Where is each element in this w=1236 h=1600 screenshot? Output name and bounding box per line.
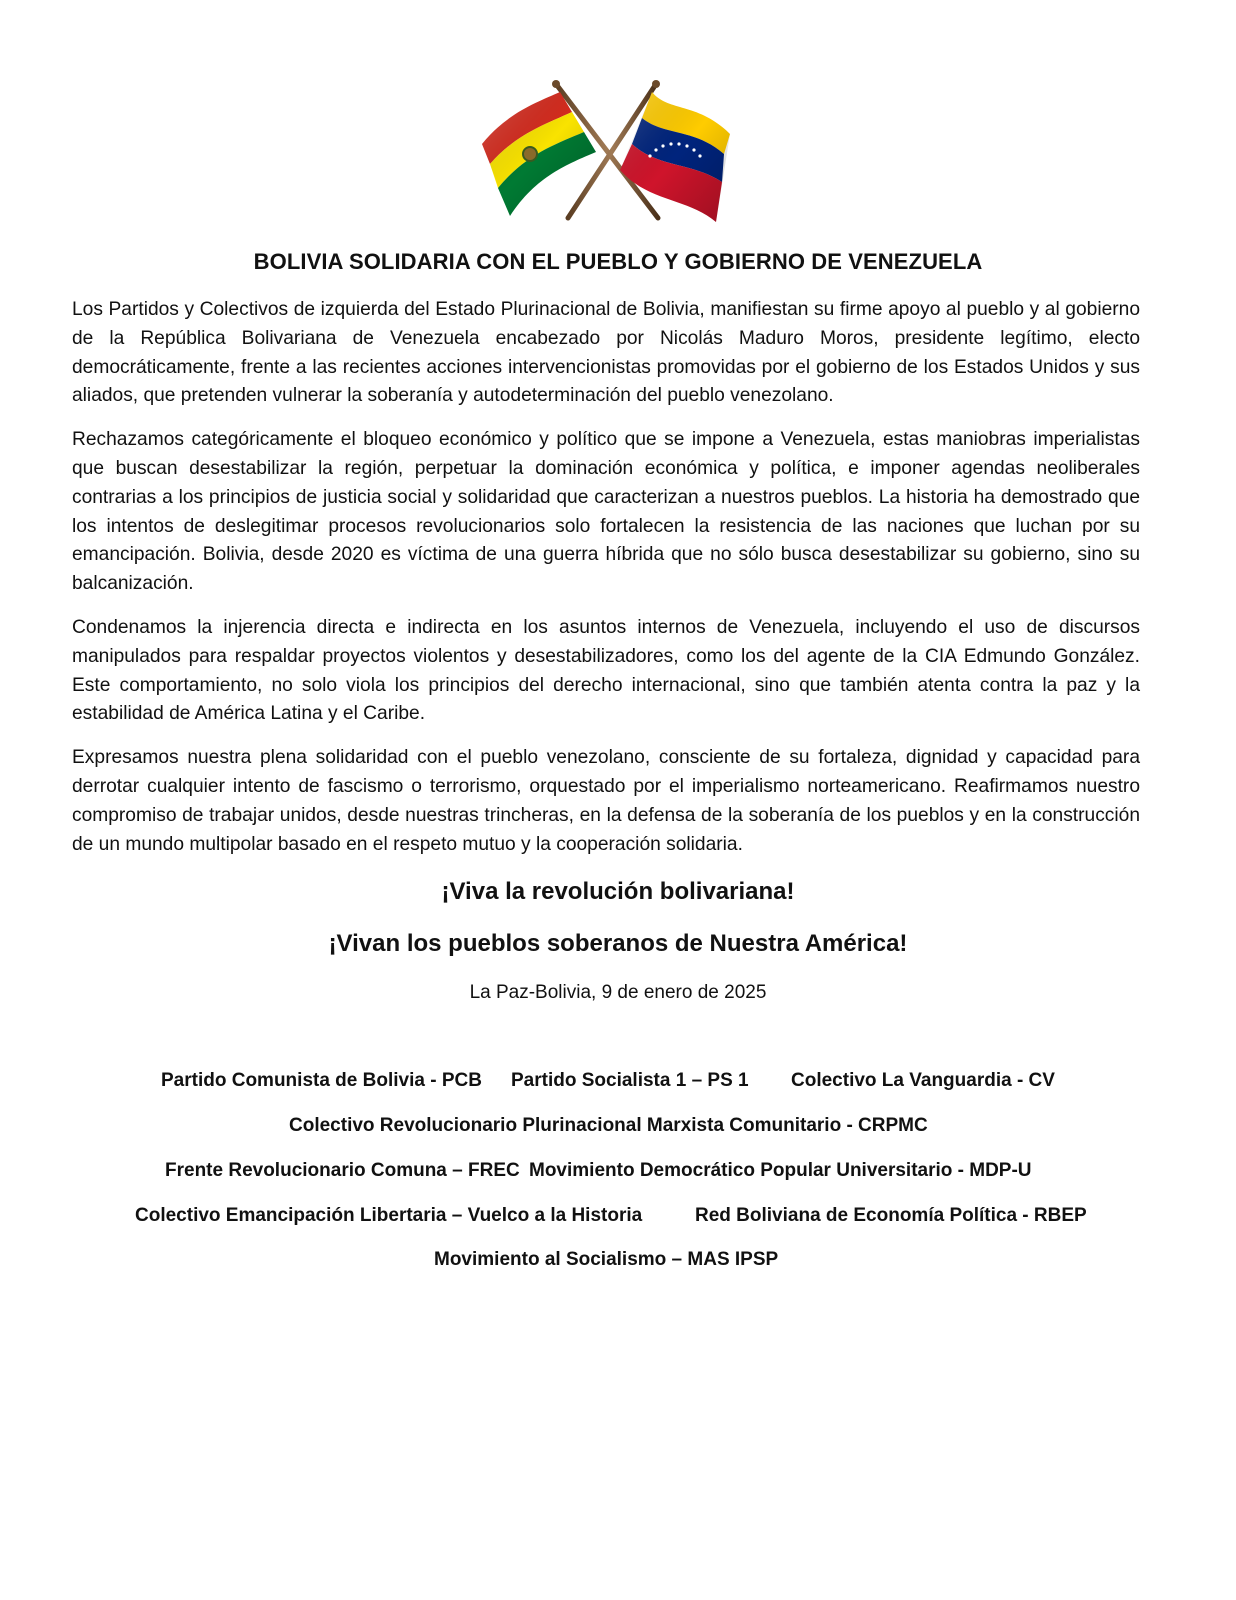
paragraph: Expresamos nuestra plena solidaridad con el pueblo venezolano, consciente de su fortaleza, dignidad y capacidad para derrotar cualquier intento de fascismo o terrorismo, orquestado por el imperialismo norteamericano. Reafirmamos nuestro compromiso de trabajar unidos, desde nuestras trincheras, en la defensa de la soberanía de los pueblos y en la construcción de un mundo multipolar basado en el respeto mutuo y la cooperación solidaria. [72, 747, 1140, 855]
signatory: Colectivo Emancipación Libertaria – Vuelco a la Historia [135, 1205, 643, 1226]
signatory: Colectivo Revolucionario Plurinacional Marxista Comunitario - CRPMC [289, 1115, 928, 1136]
page-title: BOLIVIA SOLIDARIA CON EL PUEBLO Y GOBIERNO DE VENEZUELA [253, 249, 983, 274]
statement-body [72, 296, 1140, 874]
signatory: Frente Revolucionario Comuna – FREC [165, 1160, 520, 1181]
place-and-date: La Paz-Bolivia, 9 de enero de 2025 [469, 982, 767, 1003]
paragraph: Condenamos la injerencia directa e indirecta en los asuntos internos de Venezuela, incluyendo el uso de discursos manipulados para respaldar proyectos violentos y desestabilizadores, como los del agente de la CIA Edmundo González. Este comportamiento, no solo viola los principios del derecho internacional, sino que también atenta contra la paz y la estabilidad de América Latina y el Caribe. [72, 616, 1140, 725]
signatory: Movimiento Democrático Popular Universitario - MDP-U [529, 1160, 1032, 1181]
slogan: ¡Vivan los pueblos soberanos de Nuestra América! [328, 930, 908, 957]
paragraph: Los Partidos y Colectivos de izquierda del Estado Plurinacional de Bolivia, manifiestan su firme apoyo al pueblo y al gobierno de la República Bolivariana de Venezuela encabezado por Nicolás Maduro Moros, presidente legítimo, electo democráticamente, frente a las recientes acciones intervencionistas promovidas por el gobierno de los Estados Unidos y sus aliados, que pretenden vulnerar la soberanía y autodeterminación del pueblo venezolano. [72, 299, 1140, 407]
signatory: Movimiento al Socialismo – MAS IPSP [434, 1249, 779, 1270]
signatory: Colectivo La Vanguardia - CV [791, 1070, 1055, 1091]
slogan: ¡Viva la revolución bolivariana! [441, 878, 795, 905]
signatory: Partido Comunista de Bolivia - PCB [161, 1070, 482, 1091]
paragraph: Rechazamos categóricamente el bloqueo económico y político que se impone a Venezuela, estas maniobras imperialistas que buscan desestabilizar la región, perpetuar la dominación económica y política, e imponer agendas neoliberales contrarias a los principios de justicia social y solidaridad que caracterizan a nuestros pueblos. La historia ha demostrado que los intentos de deslegitimar procesos revolucionarios solo fortalecen la resistencia de las naciones que luchan por su emancipación. Bolivia, desde 2020 es víctima de una guerra híbrida que no sólo busca desestabilizar su gobierno, sino su balcanización. [72, 429, 1140, 595]
signatory: Red Boliviana de Economía Política - RBEP [695, 1205, 1087, 1226]
signatory: Partido Socialista 1 – PS 1 [511, 1070, 749, 1091]
crossed-flags-icon [468, 72, 768, 232]
